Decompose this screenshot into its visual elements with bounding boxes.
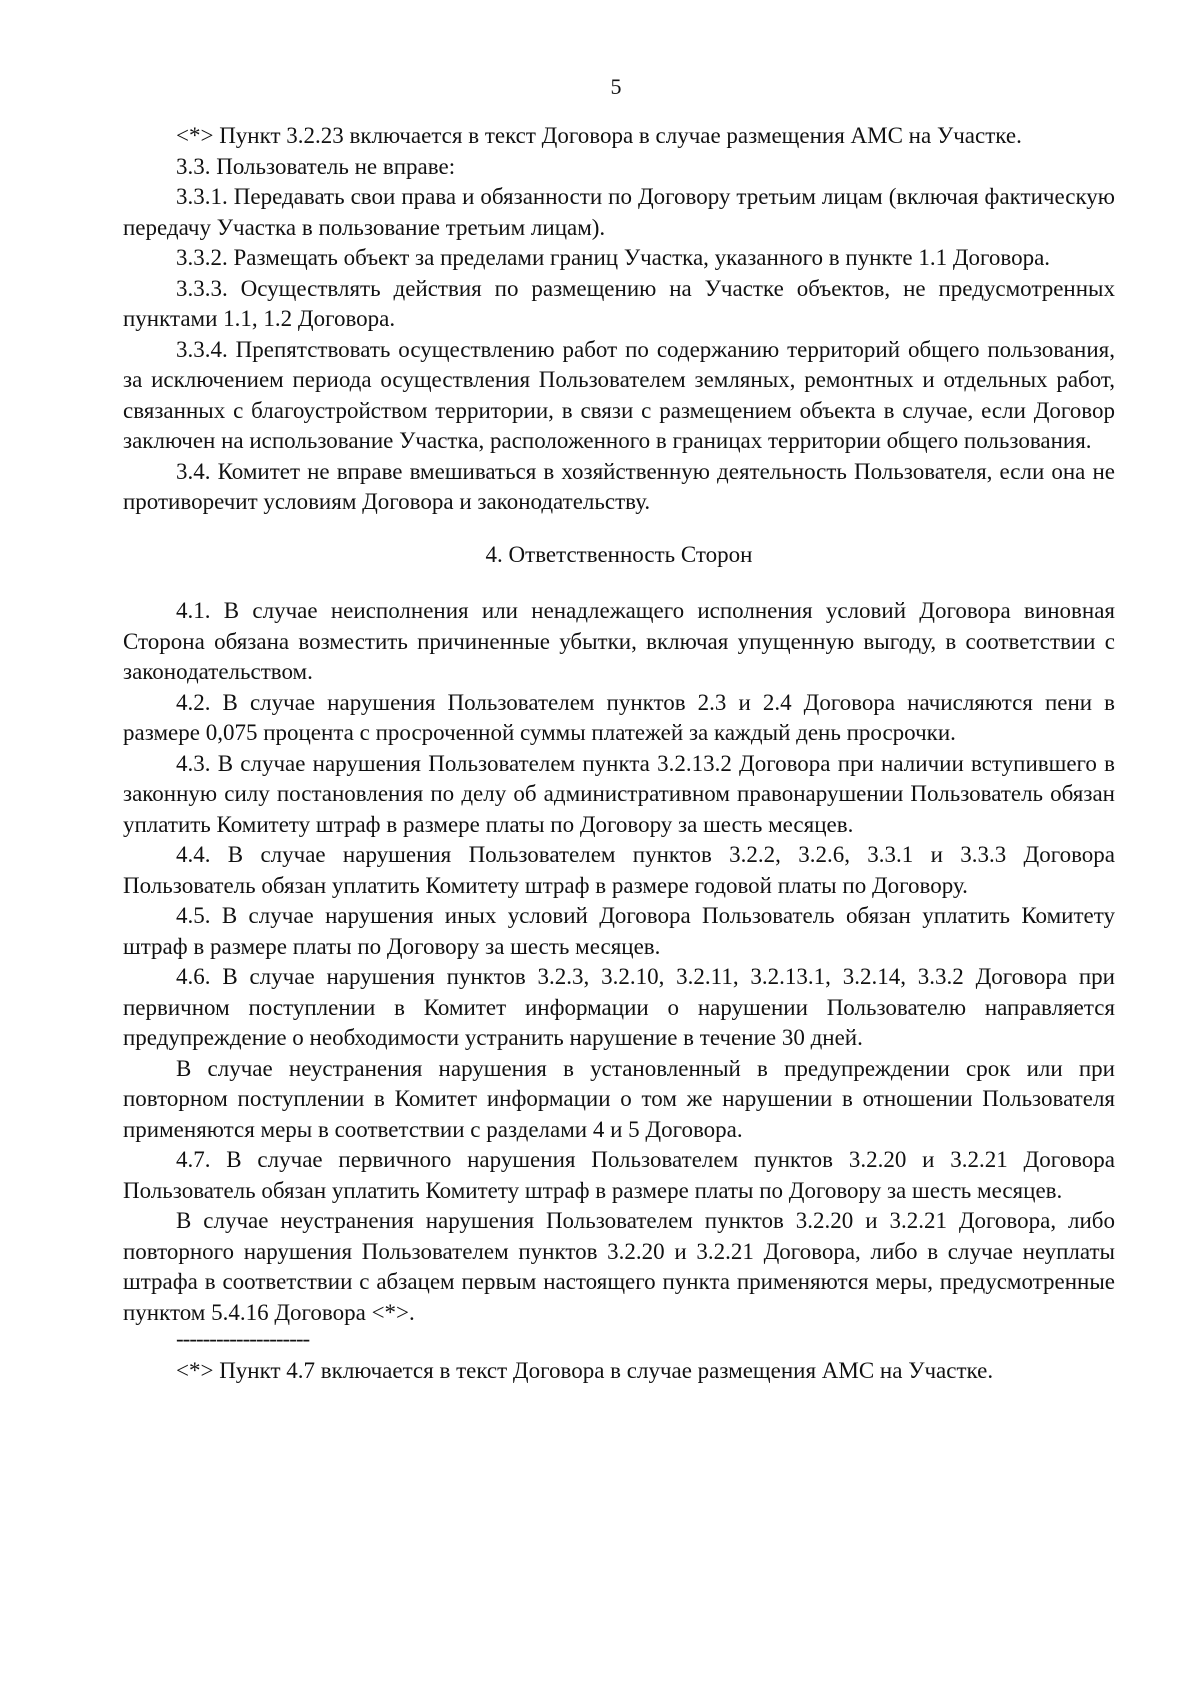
footnote-4-7: <*> Пункт 4.7 включается в текст Договора в случае размещения АМС на Участке. [176,1358,994,1383]
page-number: 5 [610,74,622,99]
paragraph-3-3-4: 3.3.4. Препятствовать осуществлению работ по содержанию территорий общего пользования, за исключением периода осуществления Пользователем земляных, ремонтных и отдельных работ, связанных с благоустройством территории, в связи с размещением объекта в случае, если Договор заключен на использование Участка, расположенного в границах территории общего пользования. [123,336,1115,453]
paragraph-3-3: 3.3. Пользователь не вправе: [176,153,456,179]
paragraph-3-3-3: 3.3.3. Осуществлять действия по размещению на Участке объектов, не предусмотренных пунктами 1.1, 1.2 Договора. [123,275,1115,331]
paragraph-4-3: 4.3. В случае нарушения Пользователем пункта 3.2.13.2 Договора при наличии вступившего в законную силу постановления по делу об административном правонарушении Пользователь обязан уплатить Комитету штраф в размере платы по Договору за шесть месяцев. [123,750,1115,837]
document-body [123,121,1115,1387]
paragraph-4-6-continued: В случае неустранения нарушения в установленный в предупреждении срок или при повторном поступлении в Комитет информации о том же нарушении в отношении Пользователя применяются меры в соответствии с разделами 4 и 5 Договора. [123,1055,1115,1142]
paragraph-4-7: 4.7. В случае первичного нарушения Пользователем пунктов 3.2.20 и 3.2.21 Договора Пользователь обязан уплатить Комитету штраф в размере платы по Договору за шесть месяцев. [123,1147,1115,1203]
paragraph-4-7-continued: В случае неустранения нарушения Пользователем пунктов 3.2.20 и 3.2.21 Договора, либо повторного нарушения Пользователем пунктов 3.2.20 и 3.2.21 Договора, либо в случае неуплаты штрафа в соответствии с абзацем первым настоящего пункта применяются меры, предусмотренные пунктом 5.4.16 Договора <*>. [123,1208,1115,1325]
footnote-separator: -------------------- [176,1326,310,1351]
footnote-paragraph-3-2-23: <*> Пункт 3.2.23 включается в текст Договора в случае размещения АМС на Участке. [176,123,1022,148]
paragraph-4-4: 4.4. В случае нарушения Пользователем пунктов 3.2.2, 3.2.6, 3.3.1 и 3.3.3 Договора Пользователь обязан уплатить Комитету штраф в размере годовой платы по Договору. [123,842,1115,898]
paragraph-3-3-2: 3.3.2. Размещать объект за пределами границ Участка, указанного в пункте 1.1 Договора. [176,245,1051,270]
paragraph-4-6: 4.6. В случае нарушения пунктов 3.2.3, 3.2.10, 3.2.11, 3.2.13.1, 3.2.14, 3.3.2 Договора при первичном поступлении в Комитет информации о нарушении Пользователю направляется предупреждение о необходимости устранить нарушение в течение 30 дней. [123,964,1115,1050]
paragraph-4-5: 4.5. В случае нарушения иных условий Договора Пользователь обязан уплатить Комитету штраф в размере платы по Договору за шесть месяцев. [123,903,1115,959]
section-heading: 4. Ответственность Сторон [485,541,753,567]
paragraph-3-4: 3.4. Комитет не вправе вмешиваться в хозяйственную деятельность Пользователя, если она не противоречит условиям Договора и законодательству. [123,458,1115,514]
paragraph-3-3-1: 3.3.1. Передавать свои права и обязанности по Договору третьим лицам (включая фактическую передачу Участка в пользование третьим лицам). [123,184,1115,240]
paragraph-4-1: 4.1. В случае неисполнения или ненадлежащего исполнения условий Договора виновная Сторона обязана возместить причиненные убытки, включая упущенную выгоду, в соответствии с законодательством. [123,598,1115,684]
paragraph-4-2: 4.2. В случае нарушения Пользователем пунктов 2.3 и 2.4 Договора начисляются пени в размере 0,075 процента с просроченной суммы платежей за каждый день просрочки. [123,689,1115,745]
